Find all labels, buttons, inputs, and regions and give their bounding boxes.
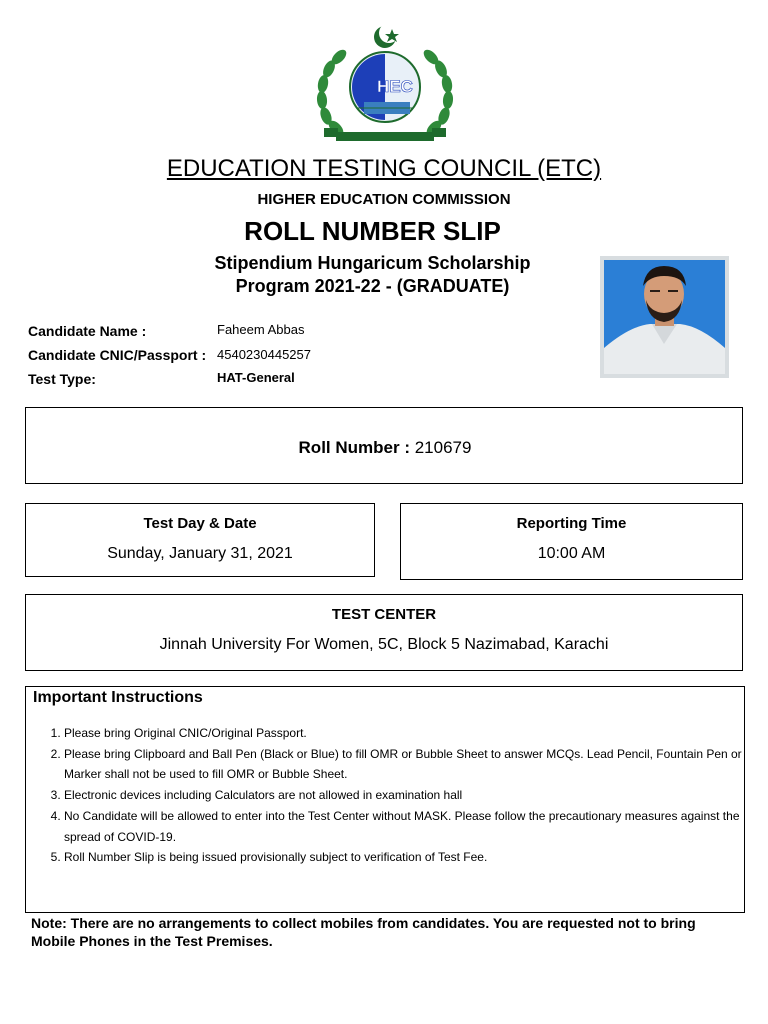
test-center-box xyxy=(25,594,743,671)
list-item: 2. Please bring Clipboard and Ball Pen (Black or Blue) to fill OMR or Bubble Sheet to answer MCQs. Lead Pencil, Fountain Pen or Marker shall not be used to fill OMR or Bubble Sheet. xyxy=(64,744,754,785)
roll-number xyxy=(26,438,744,458)
logo-text: HEC xyxy=(377,77,413,96)
instructions-box xyxy=(25,686,745,913)
roll-number-value: 210679 xyxy=(414,438,472,457)
test-center-value: Jinnah University For Women, 5C, Block 5 Nazimabad, Karachi xyxy=(159,636,609,653)
candidate-cnic-label: Candidate CNIC/Passport : xyxy=(28,347,207,363)
list-item: 4. No Candidate will be allowed to enter into the Test Center without MASK. Please follow the precautionary measures against the spread of COVID-19. xyxy=(64,806,754,847)
program-title-line2: Program 2021-22 - (GRADUATE) xyxy=(235,276,510,296)
org-title: EDUCATION TESTING COUNCIL (ETC) xyxy=(166,155,602,182)
instructions-list xyxy=(43,723,754,868)
org-subtitle: HIGHER EDUCATION COMMISSION xyxy=(257,191,511,208)
reporting-time-label: Reporting Time xyxy=(516,515,627,532)
roll-number-box xyxy=(25,407,743,484)
test-day-box xyxy=(25,503,375,577)
document-title: ROLL NUMBER SLIP xyxy=(244,216,501,246)
candidate-name-label: Candidate Name : xyxy=(28,323,147,339)
list-item: 3. Electronic devices including Calculators are not allowed in examination hall xyxy=(64,785,754,806)
test-type-label: Test Type: xyxy=(28,371,96,387)
instructions-title: Important Instructions xyxy=(33,689,203,706)
test-day-value: Sunday, January 31, 2021 xyxy=(107,545,293,562)
list-item: 1. Please bring Original CNIC/Original Passport. xyxy=(64,723,754,744)
reporting-time-box xyxy=(400,503,743,580)
test-center-label: TEST CENTER xyxy=(331,606,437,623)
test-type-value: HAT-General xyxy=(217,370,295,385)
reporting-time-value: 10:00 AM xyxy=(537,545,606,562)
candidate-cnic-value: 4540230445257 xyxy=(217,347,311,362)
roll-number-label: Roll Number : xyxy=(298,438,410,457)
candidate-name-value: Faheem Abbas xyxy=(217,322,305,337)
mobile-phone-note: Note: There are no arrangements to collect mobiles from candidates. You are requested not to bring Mobile Phones in the Test Premises. xyxy=(31,915,696,949)
hec-logo xyxy=(312,24,458,148)
test-day-label: Test Day & Date xyxy=(143,515,257,532)
list-item: 5. Roll Number Slip is being issued provisionally subject to verification of Test Fee. xyxy=(64,847,754,868)
candidate-photo xyxy=(600,256,729,378)
program-title-line1: Stipendium Hungaricum Scholarship xyxy=(214,253,531,273)
